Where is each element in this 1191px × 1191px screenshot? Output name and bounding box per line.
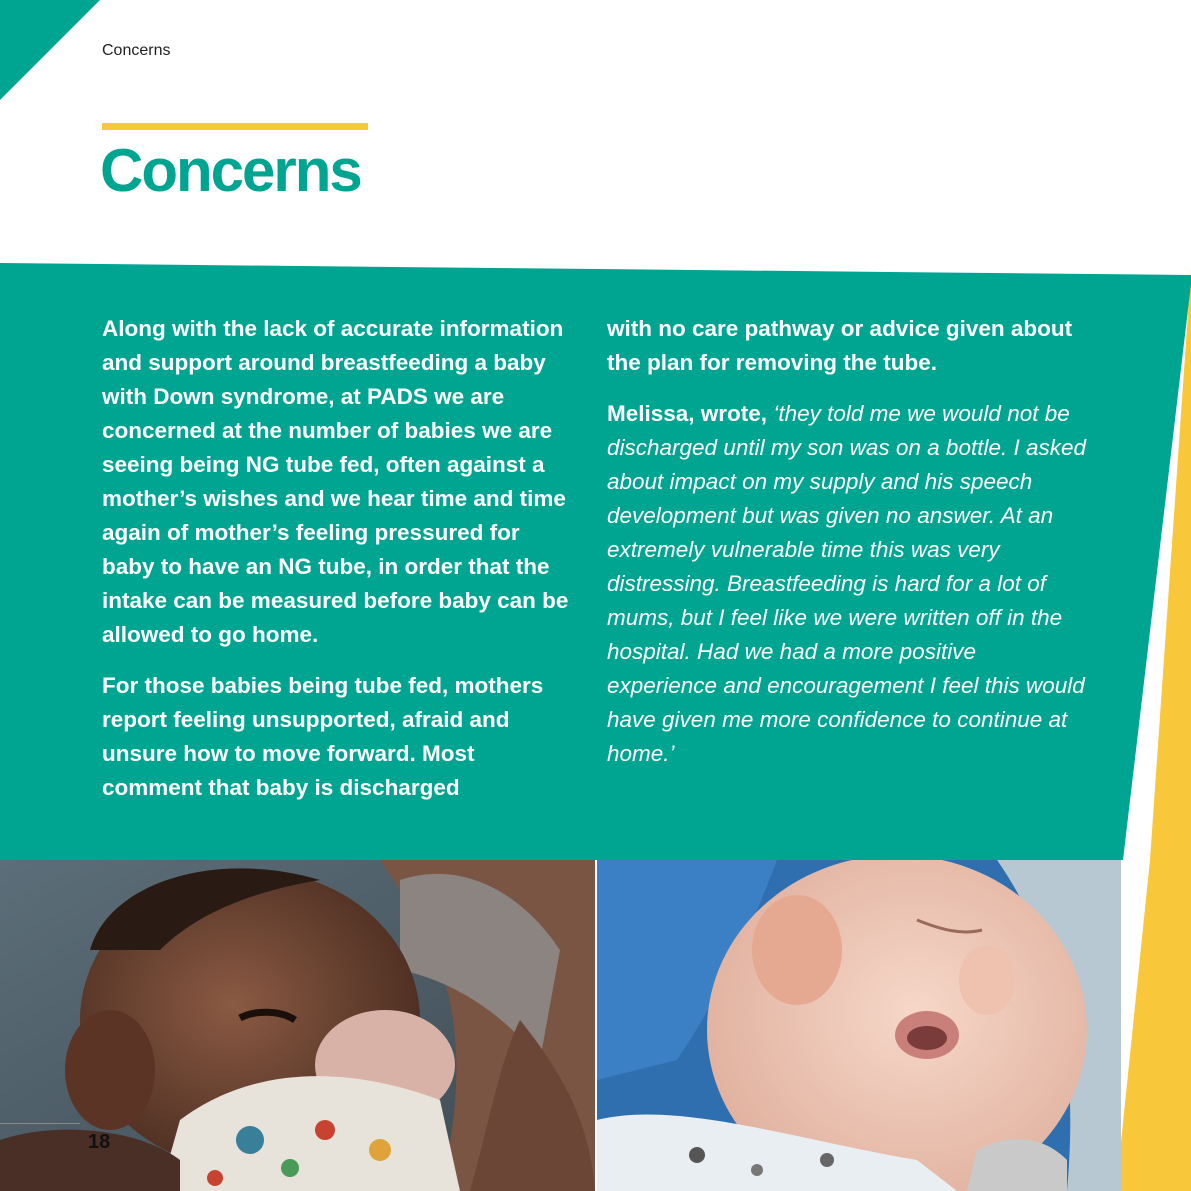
- quote-attribution: Melissa, wrote,: [607, 401, 768, 426]
- quote-paragraph: [607, 397, 1092, 771]
- quote-text: ‘they told me we would not be discharged until my son was on a bottle. I asked about impact on my supply and his speech development but was given no answer. At an extremely vulnerable time this was very distressing. Breastfeeding is hard for a lot of mums, but I feel like we were written off in the hospital. Had we had a more positive experience and encouragement I feel this would have given me more confidence to continue at home.’: [607, 401, 1087, 766]
- body-right-column: [607, 312, 1092, 788]
- body-paragraph: Along with the lack of accurate information and support around breastfeeding a baby with Down syndrome, at PADS we are concerned at the number of babies we are seeing being NG tube fed, often against a mother’s wishes and we hear time and time again of mother’s feeling pressured for baby to have an NG tube, in order that the intake can be measured before baby can be allowed to go home.: [102, 316, 569, 647]
- page-title: Concerns: [100, 137, 361, 204]
- body-paragraph-continuation: with no care pathway or advice given about the plan for removing the tube.: [607, 316, 1073, 375]
- footer-rule: [0, 1123, 80, 1124]
- page-number: 18: [88, 1131, 111, 1153]
- body-left-column: [102, 312, 577, 822]
- body-paragraph: For those babies being tube fed, mothers report feeling unsupported, afraid and unsure how to move forward. Most comment that baby is discharged: [102, 673, 544, 800]
- running-header: Concerns: [102, 42, 171, 59]
- sleeping-baby-photo: [597, 860, 1121, 1191]
